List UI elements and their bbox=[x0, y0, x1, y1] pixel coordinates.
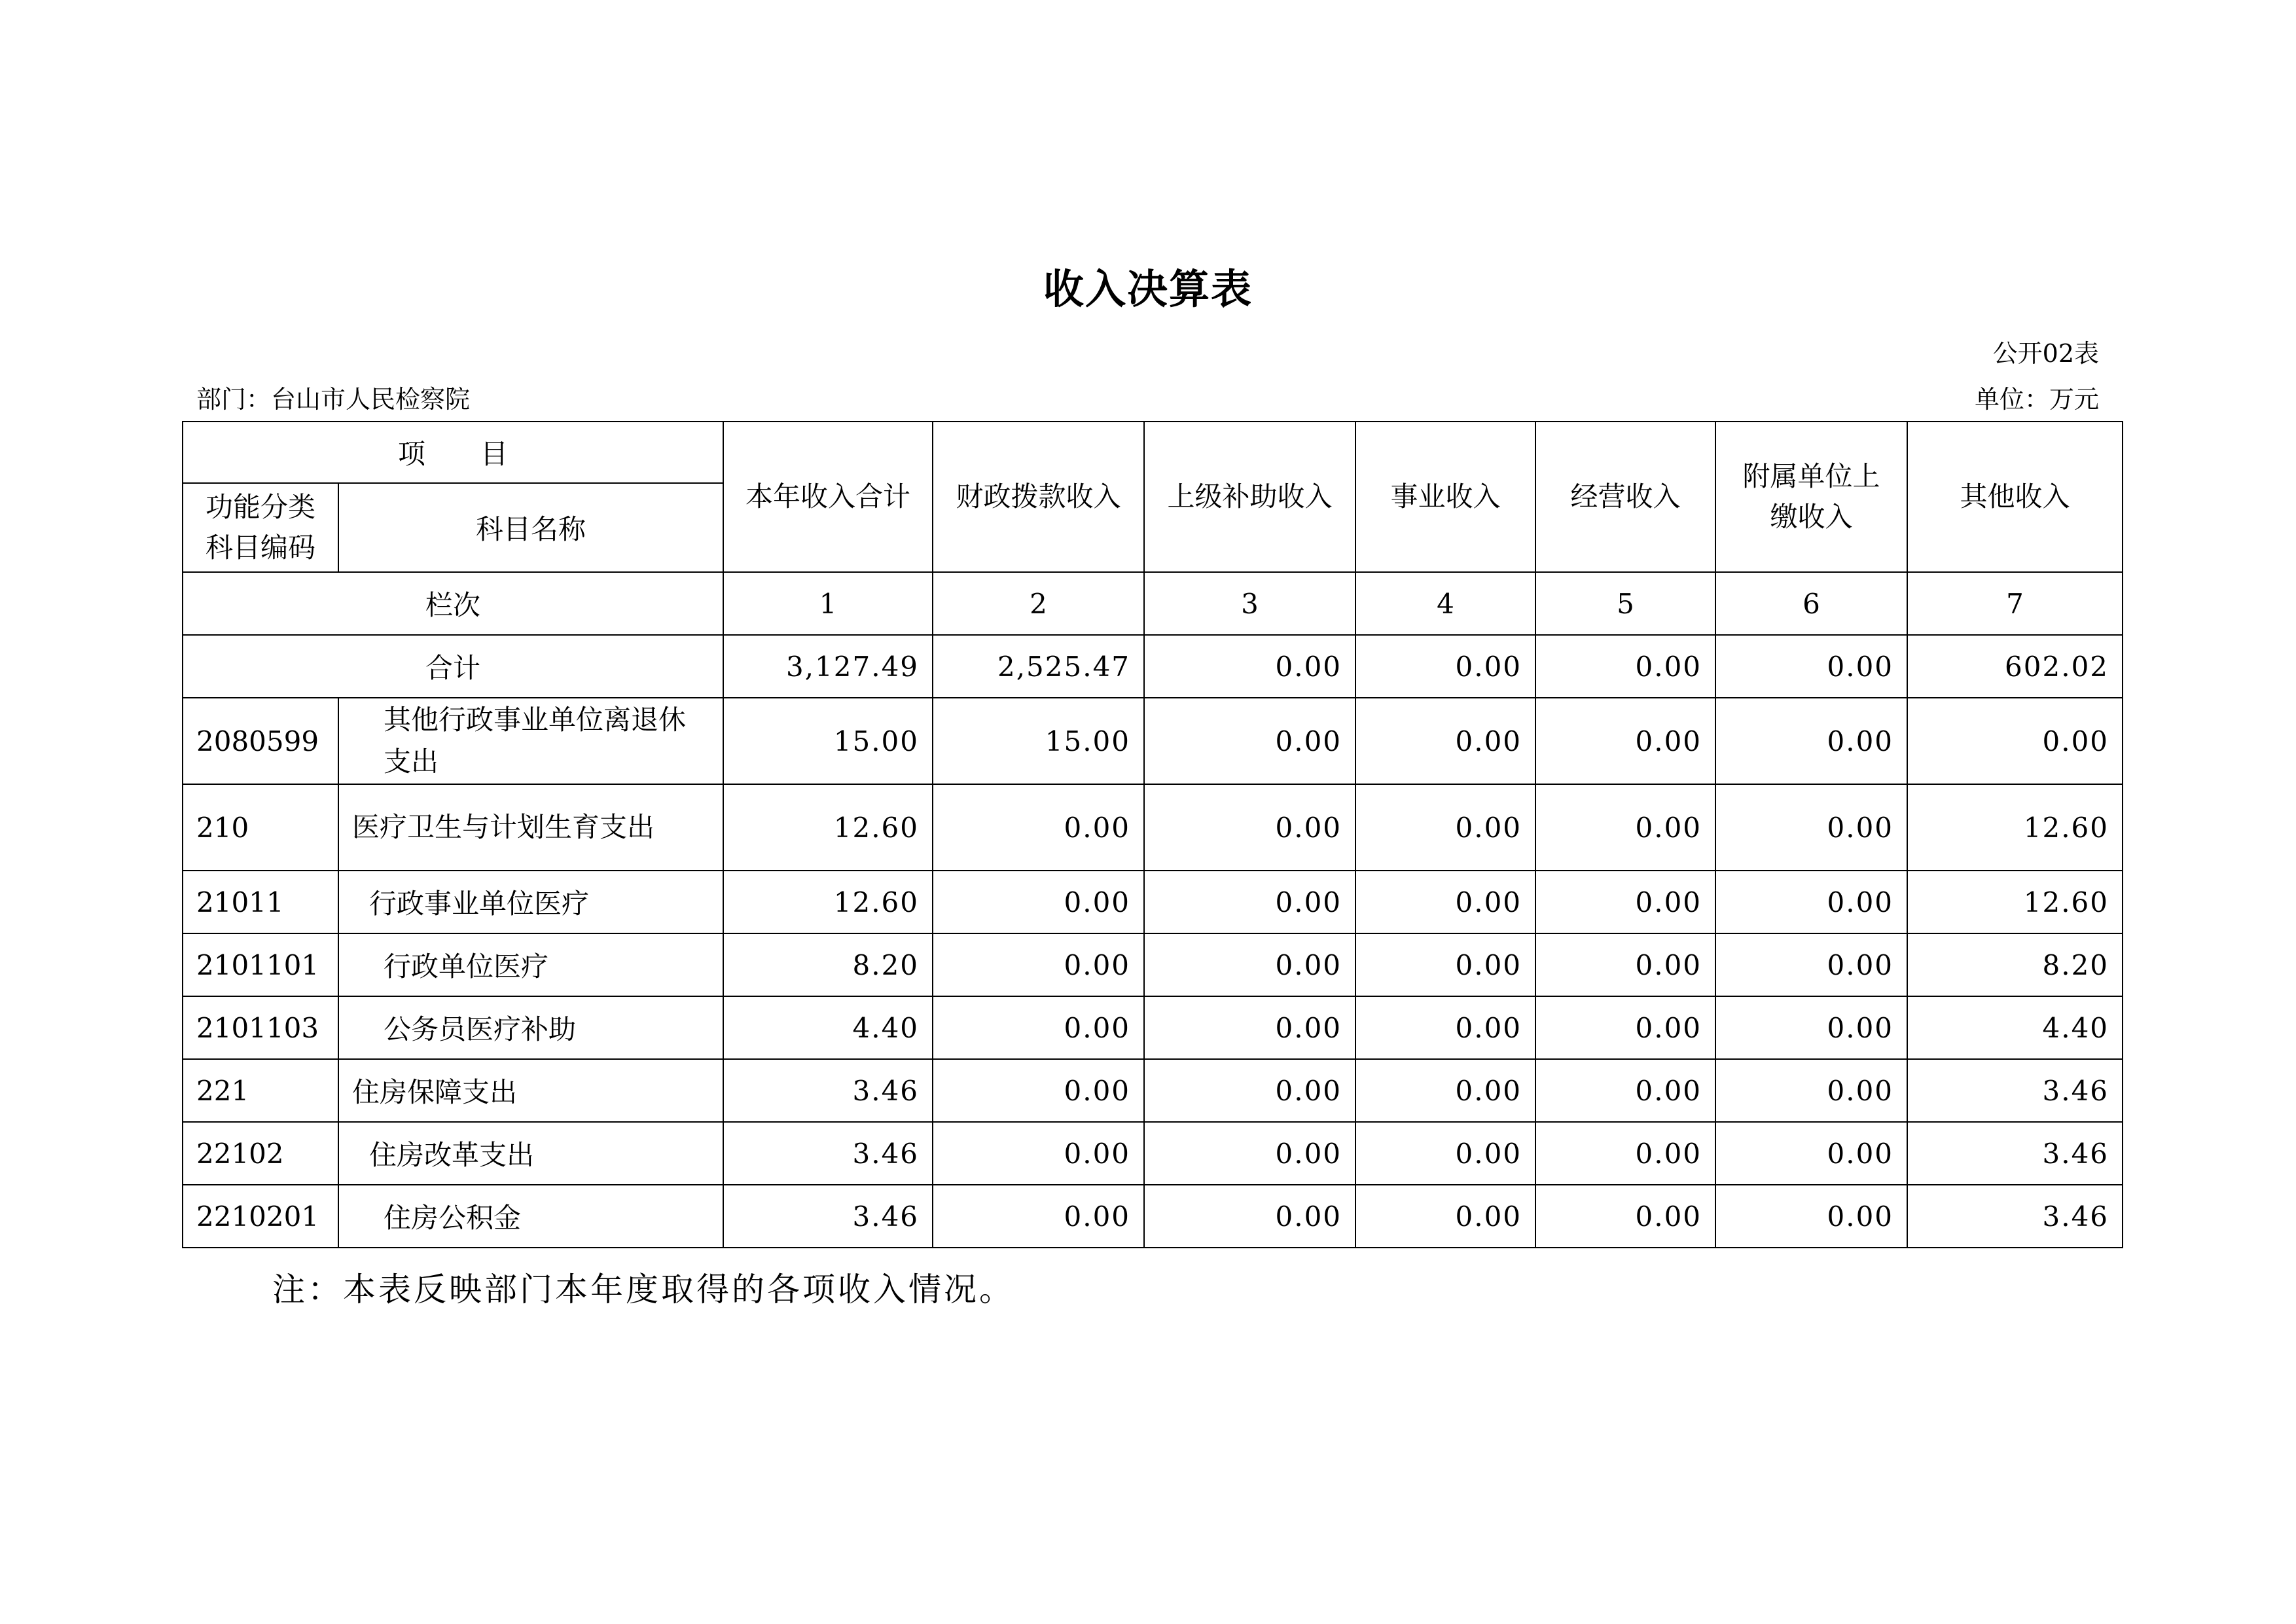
header-project: 项 目 bbox=[183, 422, 723, 483]
row-value: 0.00 bbox=[1355, 996, 1535, 1059]
total-value: 0.00 bbox=[1355, 635, 1535, 698]
total-value: 0.00 bbox=[1144, 635, 1355, 698]
header-col-business: 事业收入 bbox=[1355, 422, 1535, 572]
row-code: 2101101 bbox=[183, 933, 338, 996]
row-name: 其他行政事业单位离退休支出 bbox=[338, 698, 723, 784]
header-func-code: 功能分类科目编码 bbox=[183, 483, 338, 572]
total-value: 0.00 bbox=[1535, 635, 1715, 698]
row-value: 0.00 bbox=[1144, 1185, 1355, 1248]
total-value: 602.02 bbox=[1907, 635, 2123, 698]
income-table bbox=[182, 421, 2123, 1248]
row-value: 0.00 bbox=[1715, 1059, 1907, 1122]
table-row bbox=[183, 784, 2123, 871]
row-value: 0.00 bbox=[933, 996, 1144, 1059]
row-value: 0.00 bbox=[1715, 1185, 1907, 1248]
row-value: 0.00 bbox=[1355, 784, 1535, 871]
row-value: 3.46 bbox=[1907, 1185, 2123, 1248]
row-value: 0.00 bbox=[1355, 1059, 1535, 1122]
row-value: 0.00 bbox=[933, 871, 1144, 933]
row-value: 15.00 bbox=[723, 698, 933, 784]
row-value: 3.46 bbox=[1907, 1122, 2123, 1185]
row-code: 2101103 bbox=[183, 996, 338, 1059]
header-col-superior: 上级补助收入 bbox=[1144, 422, 1355, 572]
row-value: 0.00 bbox=[933, 1185, 1144, 1248]
row-value: 0.00 bbox=[1535, 933, 1715, 996]
row-value: 0.00 bbox=[933, 1059, 1144, 1122]
row-value: 12.60 bbox=[723, 784, 933, 871]
row-value: 3.46 bbox=[723, 1059, 933, 1122]
table-row bbox=[183, 1059, 2123, 1122]
header-col-fiscal: 财政拨款收入 bbox=[933, 422, 1144, 572]
row-code: 2210201 bbox=[183, 1185, 338, 1248]
table-row bbox=[183, 1185, 2123, 1248]
table-row bbox=[183, 996, 2123, 1059]
row-value: 0.00 bbox=[1355, 1185, 1535, 1248]
row-value: 0.00 bbox=[1144, 996, 1355, 1059]
row-value: 3.46 bbox=[723, 1122, 933, 1185]
row-code: 221 bbox=[183, 1059, 338, 1122]
header-col-total: 本年收入合计 bbox=[723, 422, 933, 572]
col-index: 7 bbox=[1907, 572, 2123, 635]
row-value: 0.00 bbox=[1535, 996, 1715, 1059]
row-value: 0.00 bbox=[1715, 996, 1907, 1059]
table-row bbox=[183, 871, 2123, 933]
row-value: 0.00 bbox=[1535, 1059, 1715, 1122]
row-code: 2080599 bbox=[183, 698, 338, 784]
row-name: 行政事业单位医疗 bbox=[338, 871, 723, 933]
row-value: 0.00 bbox=[1355, 698, 1535, 784]
table-row bbox=[183, 1122, 2123, 1185]
row-value: 0.00 bbox=[1907, 698, 2123, 784]
row-name: 医疗卫生与计划生育支出 bbox=[338, 784, 723, 871]
header-col-other: 其他收入 bbox=[1907, 422, 2123, 572]
table-row bbox=[183, 933, 2123, 996]
row-value: 0.00 bbox=[1535, 1185, 1715, 1248]
row-name: 住房公积金 bbox=[338, 1185, 723, 1248]
col-index: 2 bbox=[933, 572, 1144, 635]
row-value: 0.00 bbox=[1535, 871, 1715, 933]
row-value: 0.00 bbox=[1144, 1122, 1355, 1185]
row-value: 8.20 bbox=[723, 933, 933, 996]
department-label: 部门：台山市人民检察院 bbox=[196, 385, 471, 414]
col-index: 6 bbox=[1715, 572, 1907, 635]
page-title: 收入决算表 bbox=[1043, 265, 1253, 313]
row-value: 12.60 bbox=[1907, 871, 2123, 933]
row-value: 12.60 bbox=[723, 871, 933, 933]
total-label: 合计 bbox=[183, 635, 723, 698]
row-value: 0.00 bbox=[1535, 1122, 1715, 1185]
total-value: 2,525.47 bbox=[933, 635, 1144, 698]
table-note: 注：本表反映部门本年度取得的各项收入情况。 bbox=[272, 1271, 1014, 1308]
row-value: 0.00 bbox=[933, 784, 1144, 871]
col-index: 1 bbox=[723, 572, 933, 635]
row-value: 0.00 bbox=[1715, 698, 1907, 784]
row-value: 0.00 bbox=[1144, 1059, 1355, 1122]
row-value: 0.00 bbox=[933, 1122, 1144, 1185]
row-code: 210 bbox=[183, 784, 338, 871]
row-value: 0.00 bbox=[1355, 1122, 1535, 1185]
row-name: 住房保障支出 bbox=[338, 1059, 723, 1122]
col-index-label: 栏次 bbox=[183, 572, 723, 635]
col-index: 3 bbox=[1144, 572, 1355, 635]
row-code: 21011 bbox=[183, 871, 338, 933]
row-name: 行政单位医疗 bbox=[338, 933, 723, 996]
header-subject-name: 科目名称 bbox=[338, 483, 723, 572]
header-col-affiliated: 附属单位上缴收入 bbox=[1715, 422, 1907, 572]
header-col-operating: 经营收入 bbox=[1535, 422, 1715, 572]
row-value: 0.00 bbox=[1355, 933, 1535, 996]
col-index: 4 bbox=[1355, 572, 1535, 635]
row-value: 4.40 bbox=[723, 996, 933, 1059]
row-value: 3.46 bbox=[723, 1185, 933, 1248]
row-value: 0.00 bbox=[1715, 1122, 1907, 1185]
row-value: 0.00 bbox=[933, 933, 1144, 996]
unit-label: 单位：万元 bbox=[1974, 385, 2099, 414]
row-value: 8.20 bbox=[1907, 933, 2123, 996]
row-value: 0.00 bbox=[1355, 871, 1535, 933]
row-value: 12.60 bbox=[1907, 784, 2123, 871]
row-code: 22102 bbox=[183, 1122, 338, 1185]
row-value: 0.00 bbox=[1715, 784, 1907, 871]
row-value: 0.00 bbox=[1144, 698, 1355, 784]
row-name: 住房改革支出 bbox=[338, 1122, 723, 1185]
row-value: 0.00 bbox=[1144, 933, 1355, 996]
row-name: 公务员医疗补助 bbox=[338, 996, 723, 1059]
row-value: 0.00 bbox=[1715, 871, 1907, 933]
row-value: 0.00 bbox=[1144, 784, 1355, 871]
row-value: 3.46 bbox=[1907, 1059, 2123, 1122]
total-value: 0.00 bbox=[1715, 635, 1907, 698]
row-value: 0.00 bbox=[1715, 933, 1907, 996]
row-value: 0.00 bbox=[1535, 698, 1715, 784]
row-value: 4.40 bbox=[1907, 996, 2123, 1059]
row-value: 15.00 bbox=[933, 698, 1144, 784]
row-value: 0.00 bbox=[1535, 784, 1715, 871]
row-value: 0.00 bbox=[1144, 871, 1355, 933]
col-index: 5 bbox=[1535, 572, 1715, 635]
form-code: 公开02表 bbox=[1992, 339, 2099, 368]
table-row bbox=[183, 698, 2123, 784]
total-value: 3,127.49 bbox=[723, 635, 933, 698]
